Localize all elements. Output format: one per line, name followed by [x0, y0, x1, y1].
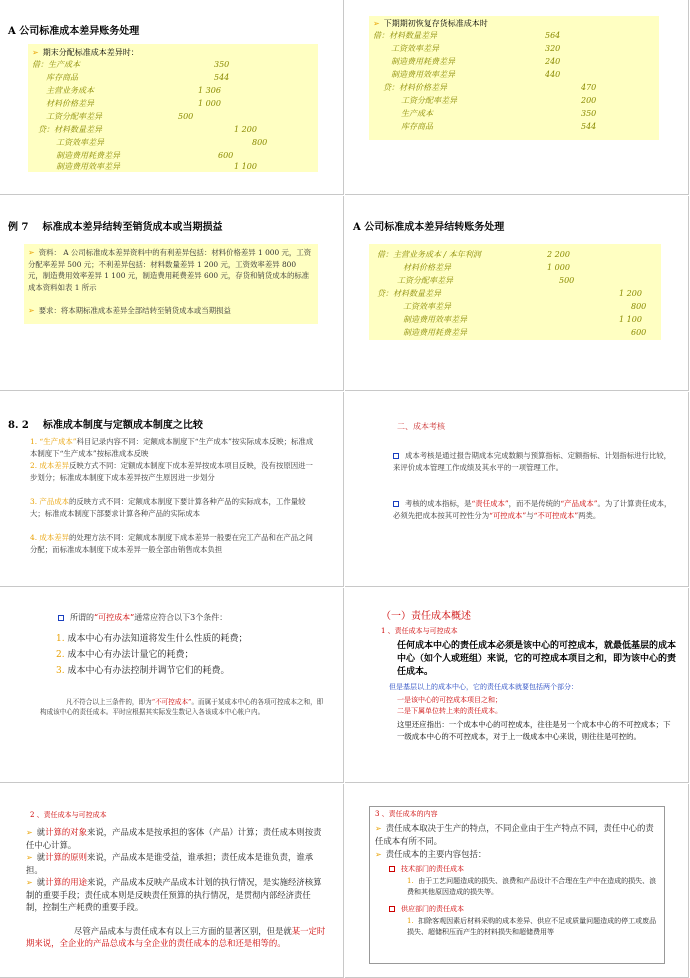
entry-label: 贷：材料数量差异 — [38, 125, 102, 134]
entry-label: 借：材料数量差异 — [373, 31, 437, 40]
entry-amount: 1 000 — [547, 263, 570, 272]
entry-amount: 500 — [559, 276, 575, 285]
entry-label: 库存商品 — [401, 122, 433, 131]
entry-label: 制造费用效率差异 — [391, 70, 455, 79]
entry-label: 生产成本 — [401, 109, 433, 118]
arrow-bullet-icon: ➢ — [28, 306, 35, 315]
entry-amount: 440 — [545, 70, 561, 79]
arrow-bullet-icon: ➢ — [26, 853, 33, 862]
journal-entry-box — [28, 44, 318, 172]
square-bullet-icon — [389, 906, 395, 912]
entry-amount: 200 — [581, 96, 597, 105]
section-heading: 2 、责任成本与可控成本 — [30, 811, 107, 819]
entry-amount: 320 — [545, 44, 561, 53]
entry-amount: 544 — [214, 73, 230, 82]
slide-title: A 公司标准成本差异账务处理 — [8, 26, 140, 37]
entry-label: 借：主营业务成本 / 本年利润 — [377, 250, 481, 259]
entry-amount: 600 — [218, 151, 234, 160]
part-two: 二是下属单位转上来的责任成本。 — [397, 707, 502, 715]
arrow-bullet-icon: ➢ — [26, 878, 33, 887]
entry-amount: 500 — [178, 112, 194, 121]
journal-entry-box — [369, 244, 661, 340]
entry-label: 借：生产成本 — [32, 60, 80, 69]
entry-amount: 240 — [545, 57, 561, 66]
entry-amount: 1 200 — [234, 125, 257, 134]
entry-label: 工资效率差异 — [403, 302, 451, 311]
entry-label: 库存商品 — [46, 73, 78, 82]
square-bullet-icon — [393, 453, 399, 459]
entry-amount: 564 — [545, 31, 561, 40]
slide-controllable-cost-conditions — [0, 588, 344, 783]
equality-conclusion: 尽管产品成本与责任成本有以上三方面的显著区别，但是就某一定时期来说，全企业的产品总成本与全企业的责任成本的总和还是相等的。 — [26, 926, 326, 948]
entry-label: 材料价格差异 — [403, 263, 451, 272]
entry-amount: 544 — [581, 122, 597, 131]
entry-amount: 800 — [252, 138, 268, 147]
slide-responsibility-cost-overview — [345, 588, 689, 783]
part-one: 一是该中心的可控成本项目之和； — [397, 696, 502, 704]
arrow-bullet-icon: ➢ — [375, 850, 382, 859]
entry-label: 工资分配率差异 — [397, 276, 453, 285]
entry-label: 工资分配率差异 — [46, 112, 102, 121]
slide-standard-vs-quota-cost — [0, 392, 344, 587]
difference-item: ➢ 就计算的对象来说，产品成本是按承担的客体（产品）计算；责任成本则按责任中心计算。 — [26, 827, 322, 850]
slide-title: 8. 2 标准成本制度与定额成本制度之比较 — [8, 420, 203, 431]
uncontrollable-note: 凡不符合以上三条件的，即为“不可控成本”。而属于某成本中心的各项可控成本之和，即构成该中心的责任成本。平时应根据其实际发生数记入各该成本中心帐户内。 — [40, 698, 324, 716]
content-main: ➢ 责任成本的主要内容包括： — [375, 849, 487, 859]
sub-heading: 1 、责任成本与可控成本 — [381, 627, 458, 635]
entry-label: 工资分配率差异 — [401, 96, 457, 105]
difference-item: ➢ 就计算的用途来说，产品成本反映产品成本计划的执行情况，是实施经济核算制的重要手段；责任成本则是反映责任预算的执行情况，是贯彻内部经济责任制，控制生产耗费的重要手段。 — [26, 877, 322, 912]
comparison-item: 2. 成本差异反映方式不同：定额成本制度下成本差异按成本项目反映，没有按原因进一步划分；标准成本制度下成本差异按产生原因进一步划分 — [30, 461, 313, 482]
slide-cost-assessment — [345, 392, 689, 587]
section-heading: （一）责任成本概述 — [381, 611, 471, 622]
slide-responsibility-cost-content — [345, 784, 689, 978]
arrow-bullet-icon: ➢ — [32, 48, 39, 57]
entry-label: 制造费用效率差异 — [56, 162, 120, 171]
slide-standard-cost-variance-accounting — [0, 0, 344, 195]
entry-amount: 350 — [581, 109, 597, 118]
slide-title: 例 7 标准成本差异结转至销货成本或当期损益 — [8, 222, 223, 233]
entry-amount: 1 100 — [234, 162, 257, 171]
condition-item: 1. 成本中心有办法知道将发生什么性质的耗费； — [56, 634, 248, 644]
entry-label: 贷：材料价格差异 — [383, 83, 447, 92]
condition-item: 3. 成本中心有办法控制并调节它们的耗费。 — [56, 666, 230, 676]
slide-example-7 — [0, 196, 344, 391]
entry-amount: 600 — [631, 328, 647, 337]
example-data: ➢ 资料： A 公司标准成本差异资料中的有利差异包括：材料价格差异 1 000 元，工资分配率差异 500 元；不利差异包括：材料数量差异 1 200 元，工资效率差异 800 元，制造费用效率差异 1 100 元，制造费用耗费差异 600 元，存货和销货成本的标准成本资料如表 1 所示 — [28, 248, 312, 292]
comparison-item: 1. “生产成本”科目记录内容不同：定额成本制度下“生产成本”按实际成本反映；标准成本制度下“生产成本”按标准成本反映 — [30, 437, 314, 458]
technical-dept-item: 1. 由于工艺问题造成的损失、浪费和产品设计不合理在生产中在造成的损失、浪费和其他原因造成的损失等。 — [407, 877, 657, 896]
comparison-item: 4. 成本差异的处理方法不同：定额成本制度下成本差异一般要在完工产品和在产品之间分配；而标准成本制度下成本差异一般全部由销售成本负担 — [30, 533, 313, 554]
journal-entry-box — [369, 16, 659, 140]
overview-paragraph: 任何成本中心的责任成本必须是该中心的可控成本，就最低基层的成本中心（如个人或班组）来说，它的可控成本项目之和，即为该中心的责任成本。 — [397, 641, 677, 677]
square-bullet-icon — [393, 501, 399, 507]
slide-variance-transfer-accounting — [345, 196, 689, 391]
journal-intro: ➢ 下期期初恢复存货标准成本时 — [373, 19, 488, 28]
assessment-definition: 成本考核是通过报告期成本完成数额与预算指标、定额指标、计划指标进行比较，来评价成本管理工作成绩及其水平的一项管理工作。 — [393, 451, 672, 472]
entry-amount: 470 — [581, 83, 597, 92]
entry-amount: 1 100 — [619, 315, 642, 324]
square-bullet-icon — [58, 615, 64, 621]
slide-title: A 公司标准成本差异结转账务处理 — [353, 222, 505, 233]
supply-dept-item: 1. 扣除客观因素后材料采购的成本差异、供应不足或质量问题造成的停工或废品损失、超储积压而产生的材料损失和超储费用等 — [407, 917, 657, 936]
entry-label: 制造费用效率差异 — [403, 315, 467, 324]
example-box — [24, 244, 318, 324]
entry-amount: 2 200 — [547, 250, 570, 259]
arrow-bullet-icon: ➢ — [28, 248, 35, 257]
square-bullet-icon — [389, 866, 395, 872]
entry-label: 工资效率差异 — [391, 44, 439, 53]
entry-label: 制造费用耗费差异 — [403, 328, 467, 337]
slide-restore-standard-cost — [345, 0, 689, 195]
comparison-item: 3. 产品成本的反映方式不同：定额成本制度下要计算各种产品的实际成本，工作量较大；标准成本制度下部要求计算各种产品的实际成本 — [30, 497, 306, 518]
entry-amount: 800 — [631, 302, 647, 311]
journal-intro: ➢ 期末分配标准成本差异时： — [32, 48, 139, 57]
slide-responsibility-vs-product-cost — [0, 784, 344, 978]
entry-label: 贷：材料数量差异 — [377, 289, 441, 298]
technical-dept-heading: 技术部门的责任成本 — [389, 864, 464, 874]
entry-label: 制造费用耗费差异 — [56, 151, 120, 160]
difference-item: ➢ 就计算的原则来说，产品成本是谁受益，谁承担；责任成本是谁负责，谁承担。 — [26, 852, 314, 875]
entry-amount: 350 — [214, 60, 230, 69]
entry-label: 材料价格差异 — [46, 99, 94, 108]
arrow-bullet-icon: ➢ — [375, 824, 382, 833]
controllable-intro: 所谓的“可控成本”通常应符合以下3个条件： — [58, 612, 328, 624]
entry-amount: 1 200 — [619, 289, 642, 298]
relative-controllability: 这里还应指出：一个成本中心的可控成本，往往是另一个成本中心的不可控成本；下一级成本中心的不可控成本，对于上一级成本中心来说，则往往是可控的。 — [397, 720, 671, 741]
entry-label: 工资效率差异 — [56, 138, 104, 147]
arrow-bullet-icon: ➢ — [373, 19, 380, 28]
condition-item: 2. 成本中心有办法计量它的耗费； — [56, 650, 194, 660]
entry-label: 制造费用耗费差异 — [391, 57, 455, 66]
entry-amount: 1 306 — [198, 86, 221, 95]
example-requirement: ➢ 要求：将本期标准成本差异全部结转至销货成本或当期损益 — [28, 306, 231, 315]
entry-label: 主营业务成本 — [46, 86, 94, 95]
entry-amount: 1 000 — [198, 99, 221, 108]
arrow-bullet-icon: ➢ — [26, 828, 33, 837]
supply-dept-heading: 供应部门的责任成本 — [389, 904, 464, 914]
section-heading: 二、成本考核 — [397, 422, 445, 431]
assessment-indicator: 考核的成本指标，是“责任成本”，而不是传统的“产品成本”。为了计算责任成本，必须先把成本按其可控性分为“可控成本”与“不可控成本”两类。 — [393, 499, 672, 520]
section-heading: 3 、责任成本的内容 — [375, 810, 438, 818]
two-parts-intro: 但是基层以上的成本中心，它的责任成本就要包括两个部分： — [389, 683, 578, 691]
content-intro: ➢ 责任成本取决于生产的特点，不同企业由于生产特点不同，责任中心的责任成本有所不同。 — [375, 823, 654, 846]
